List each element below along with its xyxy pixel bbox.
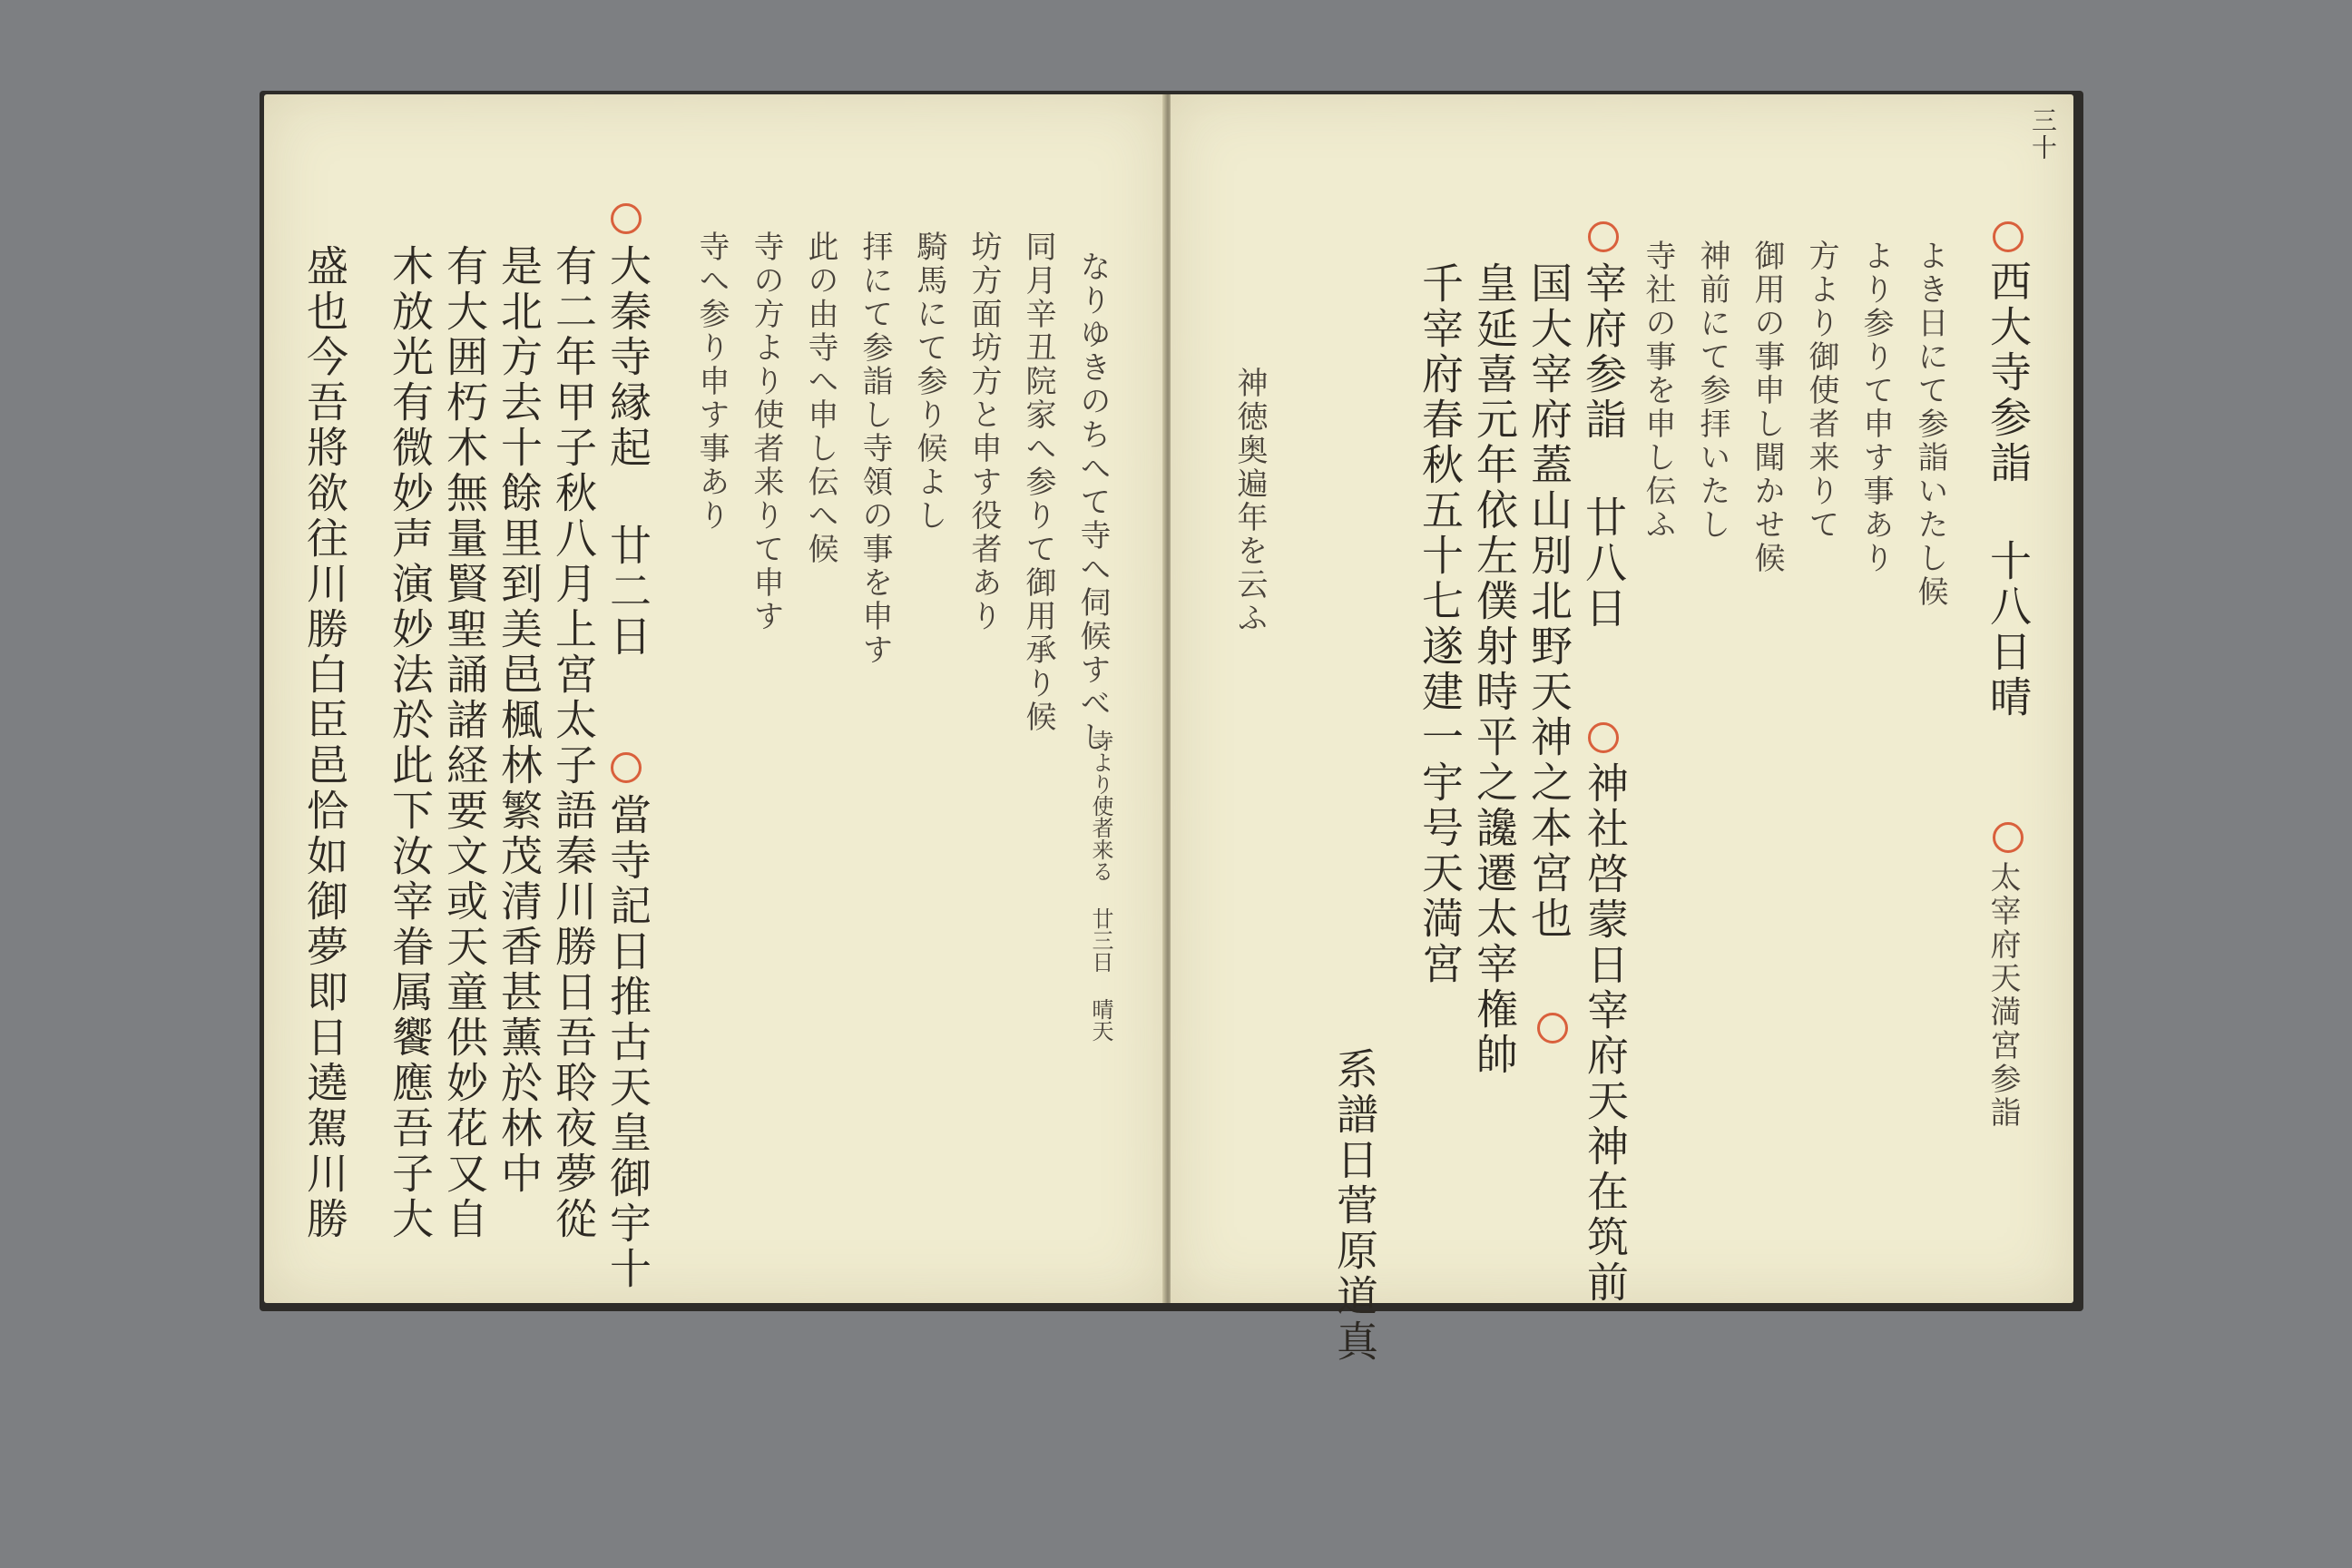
script-column: よき日にて参詣いたし候 <box>1912 240 1948 609</box>
section-heading: 神社啓蒙日宰府天神在筑前 <box>1581 761 1630 1306</box>
script-column: 方より御使者来りて <box>1803 240 1839 542</box>
script-column: 此の由寺へ申し伝へ候 <box>802 230 838 566</box>
script-column: 御用の事申し聞かせ候 <box>1749 240 1785 575</box>
section-heading: 系譜日菅原道真 <box>1330 1047 1379 1365</box>
print-column: 盛也今吾將欲往川勝白臣邑恰如御夢即日遶駕川勝 <box>300 244 349 1242</box>
script-column: 太宰府天満宮参詣 <box>1984 861 2021 1130</box>
red-circle-marker <box>1588 722 1619 753</box>
script-column: 神徳奥遍年を云ふ <box>1231 367 1268 635</box>
red-circle-marker <box>1537 1013 1568 1044</box>
script-column: なりゆきのちへて寺へ伺候すべし <box>1074 250 1111 754</box>
script-column: 寺社の事を申し伝ふ <box>1640 240 1676 542</box>
page-number: 三十 <box>2028 107 2058 162</box>
red-circle-marker <box>611 203 642 234</box>
script-column: 騎馬にて参り候よし <box>911 230 947 533</box>
script-column: 寺へ参り申す事あり <box>693 230 730 533</box>
print-column: 大秦寺縁起 廿二日 <box>603 244 652 660</box>
script-column: 拝にて参詣し寺領の事を申す <box>857 230 893 667</box>
red-circle-marker <box>1993 221 2024 252</box>
red-circle-marker <box>1993 822 2024 853</box>
script-column: 寺の方より使者来りて申す <box>748 230 784 633</box>
script-column: 同月辛丑院家へ参りて御用承り候 <box>1020 230 1056 734</box>
print-column: 皇延喜元年依左僕射時平之讒遷太宰権帥 <box>1470 261 1519 1078</box>
red-circle-marker <box>611 752 642 783</box>
left-page <box>264 94 1164 1303</box>
section-heading: 宰府参詣 廿八日 <box>1579 261 1628 632</box>
script-annotation: 寺より使者来る 廿三日 晴天 <box>1088 730 1113 1042</box>
print-column: 有大囲朽木無量賢聖誦諸経要文或天童供妙花又自 <box>440 244 489 1242</box>
print-column: 木放光有微妙声演妙法於此下汝宰眷属饗應吾子大 <box>386 244 435 1242</box>
section-heading: 當寺記日推古天皇御宇十 <box>603 793 652 1292</box>
script-column: より参りて申す事あり <box>1857 240 1894 575</box>
print-column: 国大宰府蓋山別北野天神之本宮也 <box>1524 261 1573 942</box>
red-circle-marker <box>1588 221 1619 252</box>
script-column: 坊方面坊方と申す役者あり <box>965 230 1002 633</box>
print-column: 有二年甲子秋八月上宮太子語秦川勝日吾聆夜夢從 <box>549 244 598 1242</box>
right-page <box>1171 94 2073 1365</box>
print-column: 千宰府春秋五十七遂建一宇号天満宮 <box>1416 261 1465 987</box>
section-heading: 西大寺参詣 十八日晴 <box>1984 260 2033 720</box>
script-column: 神前にて参拝いたし <box>1694 240 1730 542</box>
print-column: 是北方去十餘里到美邑楓林繁茂清香甚薰於林中 <box>495 244 544 1197</box>
